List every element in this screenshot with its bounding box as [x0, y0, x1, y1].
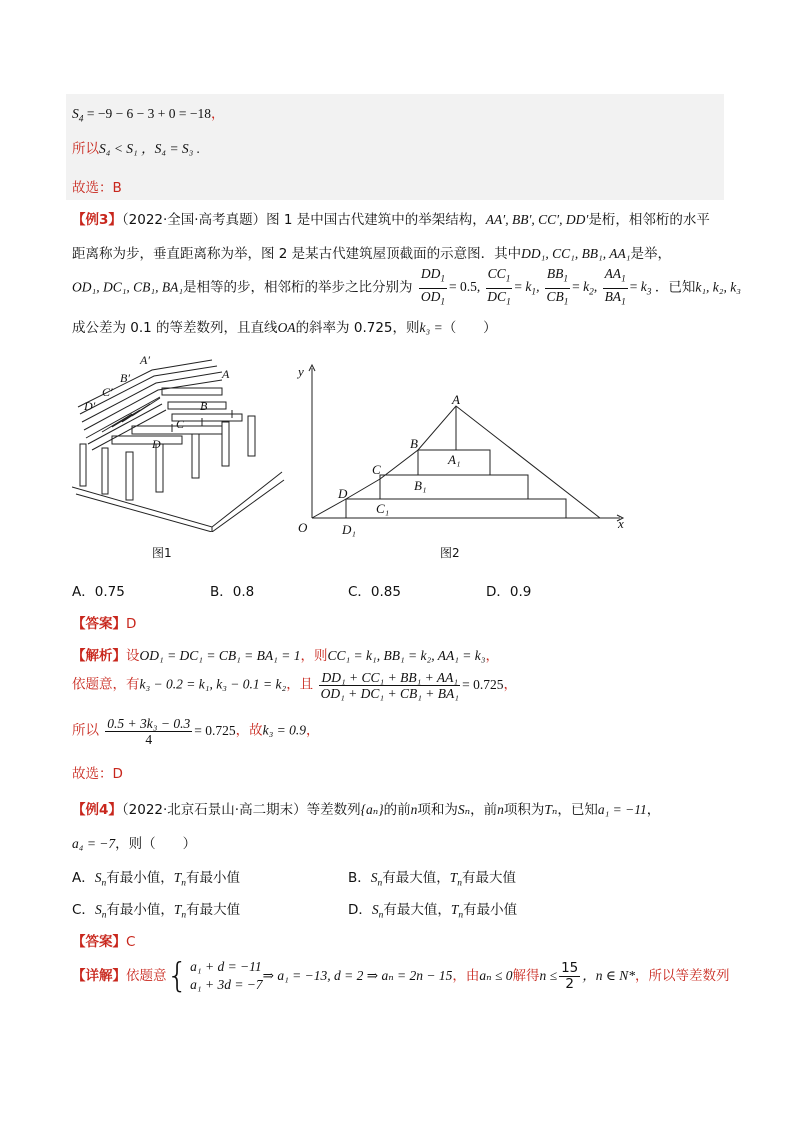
example4-option-c: C．$S_n$有最小值，$T_n$有最大值 [72, 902, 241, 921]
fig2-label-x: x [618, 516, 624, 531]
example3-line2: 距离称为步，垂直距离称为举，图 2 是某古代建筑屋顶截面的示意图．其中DD₁, CC₁, BB₁, AA₁是举， [72, 246, 671, 262]
fig1-label-a: A [222, 367, 230, 381]
figure2-caption: 图2 [440, 546, 460, 560]
solution-choose: 故选：B [72, 180, 122, 196]
fig1-label-c: C [176, 417, 185, 431]
example3-line1: 【例3】（2022·全国·高考真题）图 1 是中国古代建筑中的举架结构，AA′, BB′, CC′, DD′是桁，相邻桁的水平 [72, 212, 710, 228]
option-b: B．0.8 [210, 584, 255, 600]
fig2-label-c1: C₁ [376, 501, 390, 516]
fig2-label-b: B [410, 436, 418, 451]
example4-line1: 【例4】（2022·北京石景山·高二期末）等差数列{aₙ}的前n项和为Sₙ，前n项积为Tₙ，已知a₁ = −11， [72, 802, 661, 818]
example3-analysis-1: 【解析】设OD₁ = DC₁ = CB₁ = BA₁ = 1，则CC₁ = k₁, BB₁ = k₂, AA₁ = k₃， [72, 648, 499, 664]
example4-line2: a₄ = −7，则（ ） [72, 836, 197, 852]
fig2-label-a1: A₁ [448, 452, 461, 467]
fig1-label-a-prime: A′ [140, 353, 150, 367]
figure1-caption: 图1 [152, 546, 172, 560]
fig1-label-c-prime: C′ [102, 385, 113, 399]
fig2-label-b1: B₁ [414, 478, 427, 493]
fig2-label-o: O [298, 520, 308, 535]
solution-line-2: 所以S₄ < S₁ ，S₄ = S₃ . [72, 141, 201, 157]
solution-line-1: $S_4 = -9 - 6 - 3 + 0 = -18$， [72, 106, 225, 125]
option-a: A．0.75 [72, 584, 125, 600]
figure1-roof-frame [72, 352, 287, 532]
fig2-label-d: D [338, 486, 348, 501]
s4-expr: $S_4 = -9 - 6 - 3 + 0 = -18$ [72, 106, 212, 125]
fig1-label-d: D [152, 437, 161, 451]
fig1-label-b-prime: B′ [120, 371, 130, 385]
example4-option-a: A．$S_n$有最小值，$T_n$有最小值 [72, 870, 240, 889]
example4-option-b: B．$S_n$有最大值，$T_n$有最大值 [348, 870, 516, 889]
fig1-label-b: B [200, 399, 208, 413]
example4-option-d: D．$S_n$有最大值，$T_n$有最小值 [348, 902, 518, 921]
example3-answer: 【答案】D [72, 616, 137, 632]
example3-analysis-3: 所以 $\frac{\text{0.5 + 3k₃ − 0.3}}{4}$ = 0.725，故k₃ = 0.9， [72, 716, 320, 747]
example4-answer: 【答案】C [72, 934, 136, 950]
fig2-label-a: A [452, 392, 460, 407]
example3-choose: 故选：D [72, 766, 123, 782]
fig2-label-y: y [298, 364, 304, 379]
option-c: C．0.85 [348, 584, 401, 600]
fig2-label-c: C [372, 462, 381, 477]
fig1-label-d-prime: D′ [84, 399, 96, 413]
example3-line4: 成公差为 0.1 的等差数列，且直线OA的斜率为 0.725，则k₃ =（ ） [72, 320, 497, 336]
example3-line3: OD₁, DC₁, CB₁, BA₁是相等的步，相邻桁的举步之比分别为 $\frac{DD_1}{OD_1}$ = 0.5, $\frac{CC_1}{DC_1}$ = $k_1$, $\frac{BB_1}{CB_1}$ = $k_2$, $\frac{AA_1}{BA_1}$ = $k_3$ ．已知k₁, k₂, k₃ [72, 266, 741, 308]
fig2-label-d1: D₁ [342, 522, 356, 537]
example3-analysis-2: 依题意，有k₃ − 0.2 = k₁, k₃ − 0.1 = k₂，且 $\frac{\text{DD₁ + CC₁ + BB₁ + AA₁}}{\text{OD₁ + DC₁ + CB₁ + BA₁}}$ = 0.725， [72, 670, 517, 701]
option-d: D．0.9 [486, 584, 532, 600]
example4-detail: 【详解】依题意{ a₁ + d = −11 a₁ + 3d = −7 ⇒ a₁ = −13, d = 2 ⇒ aₙ = 2n − 15，由aₙ ≤ 0解得n ≤ $\frac{15}{2}$ ，n ∈ N*，所以等差数列 [72, 956, 730, 996]
figure2-roof-section [290, 360, 635, 540]
